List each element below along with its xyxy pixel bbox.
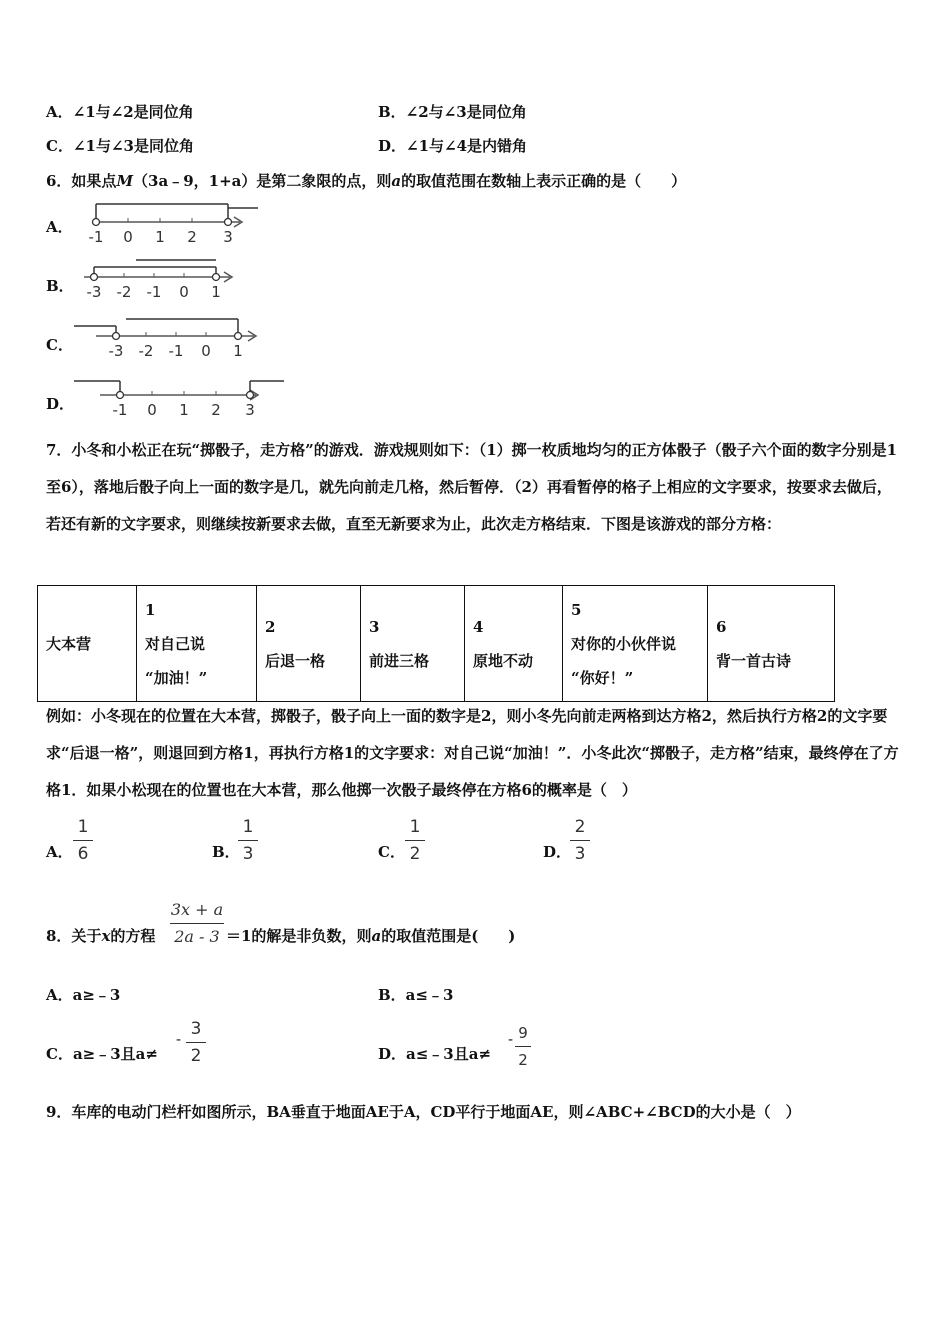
q8-option-d-text: D．a≤﹣3且a≠: [378, 1045, 492, 1063]
tick-label: -1: [112, 401, 128, 419]
number-line-a: [72, 198, 272, 246]
tick-label: 1: [179, 401, 189, 419]
q7-option-d-label: D．: [543, 843, 572, 861]
q8-equation-fraction: 3x + a 2a - 3: [170, 900, 224, 946]
tick-label: 0: [147, 401, 157, 419]
number-line-c: [72, 314, 282, 362]
tick-label: 3: [223, 228, 233, 246]
grid-cell-6: 6 背一首古诗: [708, 586, 835, 702]
q6-option-c-label: C．: [46, 336, 73, 354]
game-grid: [37, 585, 835, 702]
q7-intro: 7．小冬和小松正在玩“掷骰子，走方格”的游戏．游戏规则如下：（1）掷一枚质地均匀的正方体骰子（骰子六个面的数字分别是1至6），落地后骰子向上一面的数字是几，就先向前走几格，然后暂停．（2）再看暂停的格子上相应的文字要求，按要求去做后，若还有新的文字要求，则继续按新要求去做，直至无新要求为止，此次走方格结束．下图是该游戏的部分方格：: [46, 441, 898, 533]
tick-label: -1: [168, 342, 184, 360]
q5-option-a: A．∠1与∠2是同位角: [46, 103, 194, 121]
q8-option-c-minus: -: [176, 1030, 182, 1048]
q8-option-d-minus: -: [508, 1030, 514, 1048]
tick-label: -2: [138, 342, 154, 360]
q7-option-c-label: C．: [378, 843, 405, 861]
tick-label: -3: [108, 342, 124, 360]
tick-label: -3: [86, 283, 102, 301]
grid-cell-1: 1 对自己说 “加油！”: [137, 586, 257, 702]
q8-option-b: B．a≤﹣3: [378, 986, 454, 1004]
tick-label: 0: [201, 342, 211, 360]
tick-label: 1: [211, 283, 221, 301]
number-line-b: [72, 255, 272, 303]
grid-cell-3: 3 前进三格: [361, 586, 465, 702]
tick-label: 0: [179, 283, 189, 301]
q8-option-a: A．a≥﹣3: [46, 986, 121, 1004]
q7-example: 例如：小冬现在的位置在大本营，掷骰子，骰子向上一面的数字是2，则小冬先向前走两格到达方格2，然后执行方格2的文字要求“后退一格”，则退回到方格1，再执行方格1的文字要求：对自己说“加油！”．小冬此次“掷骰子，走方格”结束，最终停在了方格1．如果小松现在的位置也在大本营，那么他掷一次骰子最终停在方格6的概率是（ ）: [46, 707, 899, 799]
q5-option-b: B．∠2与∠3是同位角: [378, 103, 527, 121]
q6-option-b-label: B．: [46, 277, 74, 295]
tick-label: 0: [123, 228, 133, 246]
q6-stem: 6．如果点M（3a﹣9，1+a）是第二象限的点，则a的取值范围在数轴上表示正确的是（ ）: [46, 172, 687, 190]
tick-label: 2: [187, 228, 197, 246]
q7-option-a-fraction: 1 6: [73, 816, 93, 865]
q8-option-d-fraction: 9 2: [515, 1022, 531, 1071]
number-line-d: [72, 373, 292, 421]
grid-cell-4: 4 原地不动: [465, 586, 563, 702]
grid-cell-2: 2 后退一格: [257, 586, 361, 702]
grid-cell-base: 大本营: [38, 586, 137, 702]
q6-option-a-label: A．: [46, 218, 73, 236]
q7-option-a-label: A．: [46, 843, 73, 861]
q8-option-c-text: C．a≥﹣3且a≠: [46, 1045, 158, 1063]
q8-stem-end: ＝1的解是非负数，则a的取值范围是( ): [226, 927, 516, 945]
q6-option-d-label: D．: [46, 395, 75, 413]
grid-cell-5: 5 对你的小伙伴说 “你好！”: [563, 586, 708, 702]
q5-option-c: C．∠1与∠3是同位角: [46, 137, 194, 155]
q7-option-d-fraction: 2 3: [570, 816, 590, 865]
tick-label: -2: [116, 283, 132, 301]
tick-label: 2: [211, 401, 221, 419]
q8-stem-start: 8．关于x的方程: [46, 927, 156, 945]
q7-option-b-fraction: 1 3: [238, 816, 258, 865]
q5-option-d: D．∠1与∠4是内错角: [378, 137, 528, 155]
q8-option-c-fraction: 3 2: [186, 1018, 206, 1067]
tick-label: -1: [88, 228, 104, 246]
tick-label: 3: [245, 401, 255, 419]
tick-label: -1: [146, 283, 162, 301]
tick-label: 1: [155, 228, 165, 246]
q9-stem: 9．车库的电动门栏杆如图所示，BA垂直于地面AE于A，CD平行于地面AE，则∠ABC+∠BCD的大小是（ ）: [46, 1103, 801, 1121]
q7-option-b-label: B．: [212, 843, 240, 861]
tick-label: 1: [233, 342, 243, 360]
q7-option-c-fraction: 1 2: [405, 816, 425, 865]
